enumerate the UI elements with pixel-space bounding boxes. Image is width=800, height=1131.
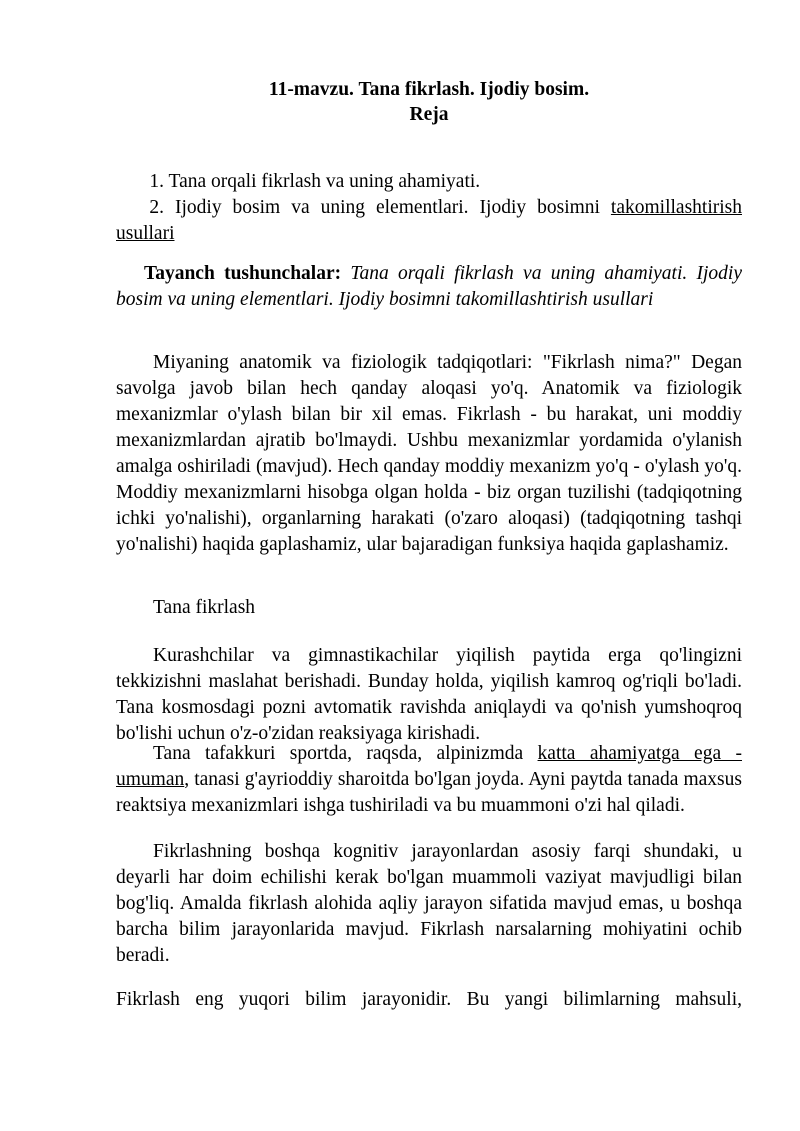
- paragraph-4-link[interactable]: katta ahamiyatga ega - umuman: [116, 743, 742, 790]
- page-subtitle: Reja: [409, 104, 449, 125]
- list-item: [116, 169, 742, 195]
- plan-list: [116, 169, 742, 247]
- key-concepts-label: Tayanch tushunchalar:: [144, 263, 342, 284]
- paragraph-5: Fikrlashning boshqa kognitiv jarayonlardan asosiy farqi shundaki, u deyarli har doim echilishi kerak bo'lgan muammoli vaziyat mavjudligi bilan bog'liq. Amalda fikrlash alohida aqliy jarayon sifatida mavjud emas, u boshqa barcha bilim jarayonlarida mavjud. Fikrlash narsalarning mohiyatini ochib beradi.: [116, 841, 742, 966]
- list-item: [116, 195, 742, 247]
- paragraph-4-text: Tana tafakkuri sportda, raqsda, alpinizmda: [153, 743, 538, 764]
- list-item-text: Ijodiy bosim va uning elementlari. Ijodiy bosimni: [174, 197, 611, 218]
- paragraph-1: Miyaning anatomik va fiziologik tadqiqotlari: "Fikrlash nima?" Degan savolga javob bilan hech qanday aloqasi yo'q. Anatomik va fiziologik mexanizmlar o'ylash bilan bir xil emas. Fikrlash - bu harakat, uni moddiy mexanizmlardan ajratib bo'lmaydi. Ushbu mexanizmlar yordamida o'ylanish amalga oshiriladi (mavjud). Hech qanday moddiy mexanizm yo'q - o'ylash yo'q. Moddiy mexanizmlarni hisobga olgan holda - biz organ tuzilishi (tadqiqotning ichki yo'nalishi), organlarning harakati (o'zaro aloqasi) (tadqiqotning tashqi yo'nalishi) haqida gaplashamiz, ular bajaradigan funksiya haqida gaplashamiz.: [116, 352, 742, 555]
- list-item-text: Tana orqali fikrlash va uning ahamiyati.: [168, 171, 481, 192]
- page-title: 11-mavzu. Tana fikrlash. Ijodiy bosim.: [268, 79, 590, 100]
- key-concepts: [116, 261, 742, 313]
- paragraph-3: Kurashchilar va gimnastikachilar yiqilish paytida erga qo'lingizni tekkizishni maslahat berishadi. Bunday holda, yiqilish kamroq og'riqli bo'ladi. Tana kosmosdagi pozni avtomatik ravishda aniqlaydi va qo'nish yumshoqroq bo'lishi uchun o'z-o'zidan reaksiyaga kirishadi.: [116, 645, 742, 744]
- section-heading: Tana fikrlash: [153, 597, 256, 618]
- list-item-number: 2.: [149, 197, 164, 218]
- list-item-link[interactable]: takomillashtirish usullari: [116, 197, 742, 244]
- key-concepts-text: Tana orqali fikrlash va uning ahamiyati. Ijodiy bosim va uning elementlari. Ijodiy bosimni takomillashtirish usullari: [116, 263, 743, 310]
- list-item-number: 1.: [149, 171, 164, 192]
- paragraph-4-text-after: , tanasi g'ayrioddiy sharoitda bo'lgan joyda. Ayni paytda tanada maxsus reaktsiya mexanizmlari ishga tushiriladi va bu muammoni o'zi hal qiladi.: [116, 769, 742, 816]
- paragraph-6: Fikrlash eng yuqori bilim jarayonidir. Bu yangi bilimlarning mahsuli,: [116, 989, 742, 1010]
- paragraph-4: [116, 741, 742, 819]
